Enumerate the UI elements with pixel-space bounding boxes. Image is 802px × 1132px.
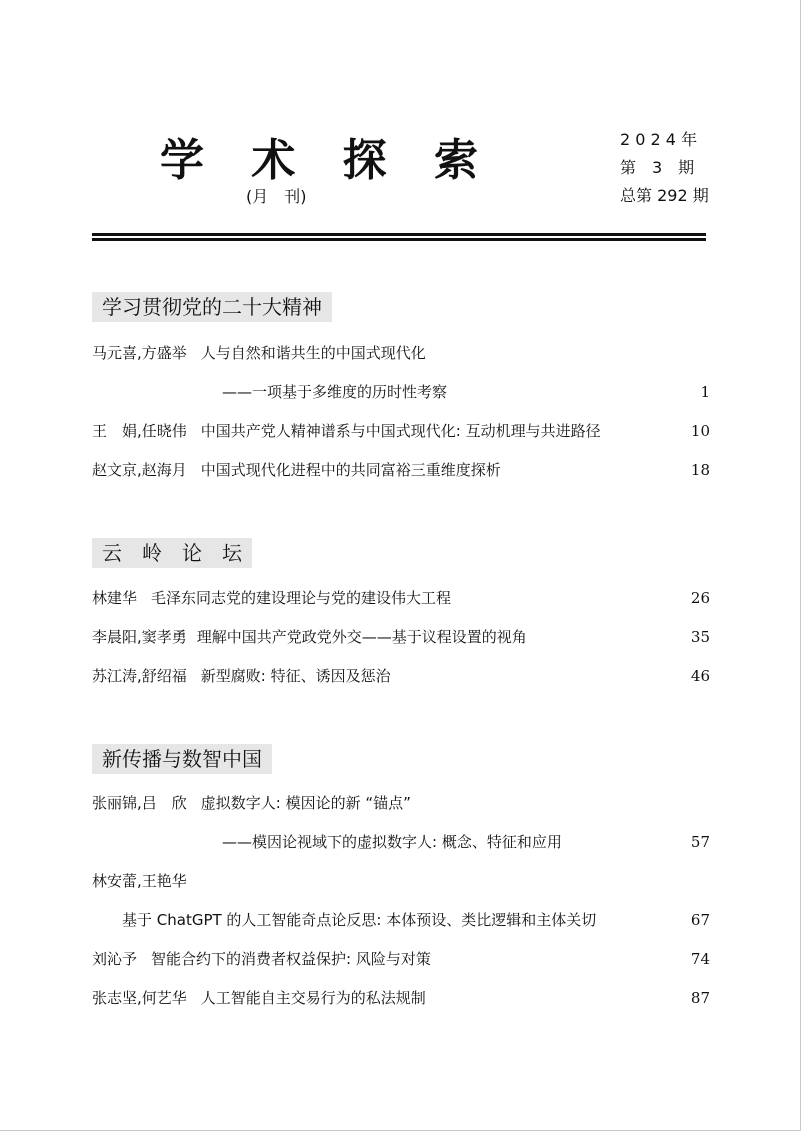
entry-authors: 苏江涛,舒绍福 — [92, 667, 187, 685]
issue-number: 第 3 期 — [620, 158, 695, 177]
entry-page-number: 10 — [690, 422, 710, 440]
issue-info — [620, 126, 709, 210]
toc-entry[interactable] — [92, 341, 710, 365]
entry-title: 人与自然和谐共生的中国式现代化 — [200, 344, 426, 362]
issue-total: 总第 292 期 — [620, 186, 709, 205]
entry-page-number: 46 — [690, 667, 710, 685]
toc-entry[interactable] — [92, 419, 710, 443]
entry-subtitle: ——模因论视域下的虚拟数字人: 概念、特征和应用 — [222, 833, 562, 851]
toc-entry-continuation[interactable] — [92, 830, 710, 854]
entry-page-number: 87 — [690, 989, 710, 1007]
entry-authors: 张丽锦,吕 欣 — [92, 794, 187, 812]
entry-authors: 王 娟,任晓伟 — [92, 422, 187, 440]
toc-entry[interactable] — [92, 947, 710, 971]
entry-title: 智能合约下的消费者权益保护: 风险与对策 — [151, 950, 431, 968]
section-heading-2: 云 岭 论 坛 — [92, 538, 252, 568]
entry-authors: 刘沁予 — [92, 950, 138, 968]
entry-title: 基于 ChatGPT 的人工智能奇点论反思: 本体预设、类比逻辑和主体关切 — [122, 911, 597, 929]
toc-entry[interactable] — [92, 986, 710, 1010]
entry-authors: 林建华 — [92, 589, 138, 607]
header-rule-bottom — [92, 238, 706, 241]
entry-page-number: 57 — [690, 833, 710, 851]
toc-entry[interactable] — [92, 869, 710, 893]
header-rule-top — [92, 233, 706, 236]
entry-title: 中国式现代化进程中的共同富裕三重维度探析 — [200, 461, 501, 479]
entry-title: 虚拟数字人: 模因论的新 “锚点” — [200, 794, 411, 812]
entry-page-number: 18 — [690, 461, 710, 479]
journal-frequency: (月 刊) — [246, 187, 307, 206]
entry-subtitle: ——一项基于多维度的历时性考察 — [222, 383, 448, 401]
entry-title: 毛泽东同志党的建设理论与党的建设伟大工程 — [151, 589, 452, 607]
entry-authors: 张志坚,何艺华 — [92, 989, 187, 1007]
section-heading-1: 学习贯彻党的二十大精神 — [92, 292, 332, 322]
toc-entry[interactable] — [92, 664, 710, 688]
section-heading-3: 新传播与数智中国 — [92, 744, 272, 774]
issue-year: 2 0 2 4 年 — [620, 130, 698, 149]
entry-authors: 马元喜,方盛举 — [92, 344, 187, 362]
toc-entry-continuation[interactable] — [92, 380, 710, 404]
entry-page-number: 67 — [690, 911, 710, 929]
toc-entry[interactable] — [92, 791, 710, 815]
entry-authors: 赵文京,赵海月 — [92, 461, 187, 479]
entry-title: 人工智能自主交易行为的私法规制 — [200, 989, 426, 1007]
toc-entry[interactable] — [92, 458, 710, 482]
toc-entry-continuation[interactable] — [92, 908, 710, 932]
entry-authors: 李晨阳,窦孝勇 — [92, 628, 187, 646]
entry-authors: 林安蕾,王艳华 — [92, 872, 187, 890]
journal-title: 学 术 探 索 — [160, 135, 494, 186]
entry-page-number: 1 — [700, 383, 710, 401]
entry-title: 新型腐败: 特征、诱因及惩治 — [200, 667, 391, 685]
entry-page-number: 74 — [690, 950, 710, 968]
entry-title: 中国共产党人精神谱系与中国式现代化: 互动机理与共进路径 — [200, 422, 601, 440]
toc-entry[interactable] — [92, 625, 710, 649]
entry-title: 理解中国共产党政党外交——基于议程设置的视角 — [196, 628, 527, 646]
entry-page-number: 26 — [690, 589, 710, 607]
entry-page-number: 35 — [690, 628, 710, 646]
toc-entry[interactable] — [92, 586, 710, 610]
